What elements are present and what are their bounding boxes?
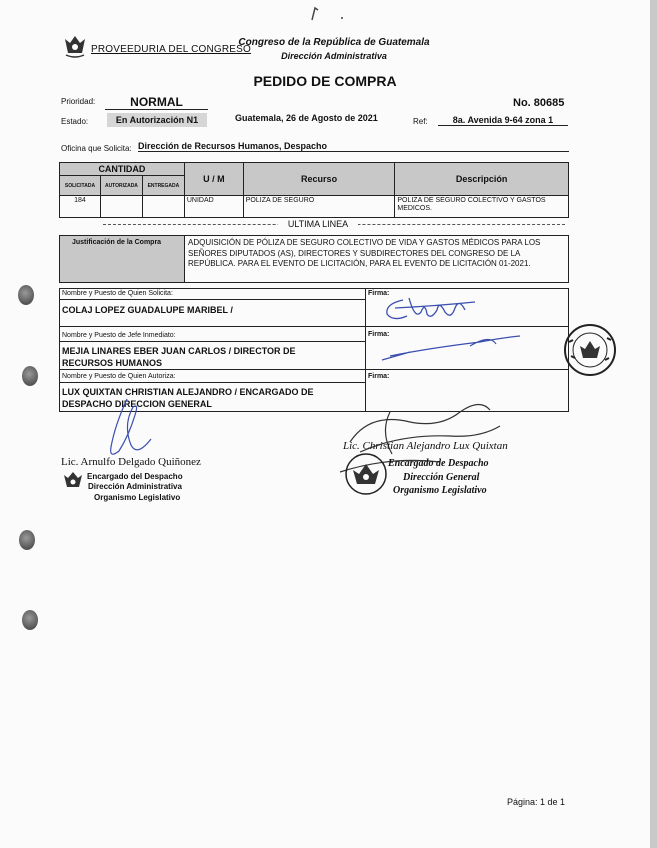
justification-box: [184, 235, 569, 283]
entregada-header: ENTREGADA: [142, 176, 184, 196]
descripcion-header: Descripción: [395, 163, 569, 196]
right-stamp-line2: Dirección General: [403, 472, 480, 483]
coat-of-arms-icon: [344, 452, 388, 496]
status-badge: En Autorización N1: [107, 113, 207, 127]
date-place: Guatemala, 26 de Agosto de 2021: [235, 113, 378, 123]
page-number: Página: 1 de 1: [507, 797, 566, 807]
logo-text: PROVEEDURIA DEL CONGRESO: [91, 44, 252, 55]
signature-supervisor: [370, 326, 530, 366]
coat-of-arms-icon: [62, 33, 88, 59]
cell-solicitada: 184: [60, 196, 101, 218]
firma-label: Firma:: [368, 290, 390, 297]
left-stamp-name: Lic. Arnulfo Delgado Quiñonez: [61, 456, 201, 468]
justification-label-box: [59, 235, 185, 283]
priority-label: Prioridad:: [61, 97, 96, 106]
justification-text: ADQUISICIÓN DE PÓLIZA DE SEGURO COLECTIVO DE VIDA Y GASTOS MÉDICOS PARA LOS SEÑORES DIPUTADOS (AS), DIRECTORES Y SUBDIRECTORES DEL CONGRESO DE LA REPÚBLICA. PARA EL EVENTO DE LICITACIÓN, PARA EL EVENTO DE LICITACIÓN 01-2021.: [188, 238, 541, 268]
signer-requester-name: COLAJ LOPEZ GUADALUPE MARIBEL /: [62, 305, 233, 315]
cell-autorizada: [100, 196, 142, 218]
signers-rule: [59, 369, 569, 370]
firma-label: Firma:: [368, 373, 390, 380]
table-row: [60, 196, 569, 218]
scan-edge: [650, 0, 657, 848]
signer-authorizer-name: LUX QUIXTAN CHRISTIAN ALEJANDRO / ENCARGADO DE DESPACHO DIRECCION GENERAL: [62, 387, 314, 409]
ref-value: 8a. Avenida 9-64 zona 1: [438, 115, 568, 126]
firma-label: Firma:: [368, 331, 390, 338]
left-stamp-line3: Organismo Legislativo: [94, 493, 181, 502]
left-stamp-line1: Encargado del Despacho: [87, 472, 183, 481]
status-label: Estado:: [61, 117, 89, 126]
office-value: Dirección de Recursos Humanos, Despacho: [138, 141, 569, 152]
autorizada-header: AUTORIZADA: [100, 176, 142, 196]
cantidad-header: CANTIDAD: [60, 163, 185, 176]
signer-requester-label: Nombre y Puesto de Quien Solicita:: [62, 290, 173, 297]
department-name: Dirección Administrativa: [281, 51, 387, 61]
order-number: No. 80685: [513, 97, 565, 109]
label-rule: [59, 341, 365, 342]
office-label: Oficina que Solicita:: [61, 144, 132, 153]
official-seal-icon: [561, 322, 619, 378]
label-rule: [59, 299, 365, 300]
last-line-label: ULTIMA LINEA: [278, 219, 358, 229]
punch-hole: [19, 530, 35, 550]
ref-label: Ref:: [413, 117, 428, 126]
right-stamp-line3: Organismo Legislativo: [393, 485, 487, 496]
left-stamp-line2: Dirección Administrativa: [88, 482, 182, 491]
signer-supervisor-name: MEJIA LINARES EBER JUAN CARLOS / DIRECTOR DE RECURSOS HUMANOS: [62, 346, 296, 368]
institution-name: Congreso de la República de Guatemala: [238, 37, 430, 48]
punch-hole: [22, 610, 38, 630]
cell-entregada: [142, 196, 184, 218]
label-rule: [59, 382, 365, 383]
signature-left: [95, 395, 165, 465]
signature-requester: [375, 290, 485, 328]
punch-hole: [18, 285, 34, 305]
um-header: U / M: [184, 163, 243, 196]
signer-authorizer-label: Nombre y Puesto de Quien Autoriza:: [62, 373, 176, 380]
recurso-header: Recurso: [243, 163, 395, 196]
cell-descripcion: POLIZA DE SEGURO COLECTIVO Y GASTOS MEDICOS.: [395, 196, 569, 218]
signer-supervisor-label: Nombre y Puesto de Jefe Inmediato:: [62, 332, 176, 339]
right-stamp-name: Lic. Christian Alejandro Lux Quixtan: [343, 440, 508, 452]
scan-mark: [306, 4, 346, 24]
items-table: [59, 162, 569, 218]
cell-recurso: POLIZA DE SEGURO: [243, 196, 395, 218]
justification-label: Justificación de la Compra: [72, 239, 162, 246]
coat-of-arms-icon: [62, 470, 84, 492]
cell-um: UNIDAD: [184, 196, 243, 218]
solicitada-header: SOLICITADA: [60, 176, 101, 196]
document-title: PEDIDO DE COMPRA: [253, 73, 397, 89]
priority-value: NORMAL: [105, 95, 208, 110]
right-stamp-line1: Encargado de Despacho: [388, 458, 489, 469]
punch-hole: [22, 366, 38, 386]
